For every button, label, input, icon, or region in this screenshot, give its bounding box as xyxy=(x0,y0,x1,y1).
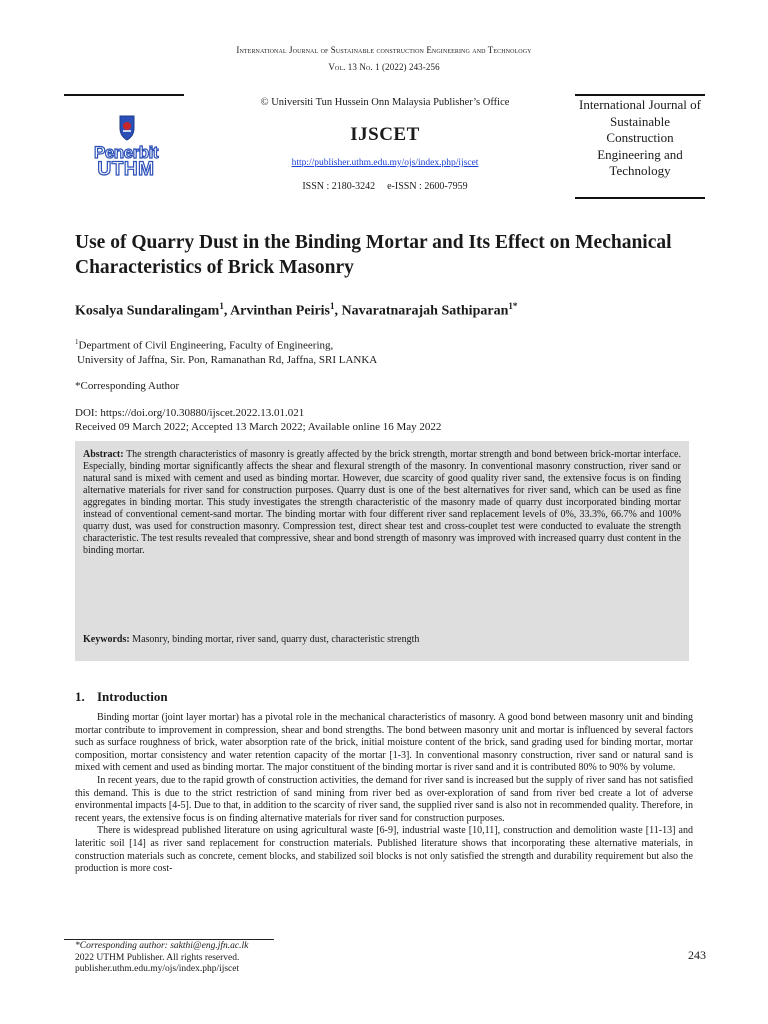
introduction-body xyxy=(75,712,693,876)
author-list: Kosalya Sundaralingam$^1$, Arvinthan Peiris$^1$, Navaratnarajah Sathiparan$^{1*}$ xyxy=(75,301,518,319)
journal-full-title: International Journal of Sustainable Construction Engineering and Technology xyxy=(578,97,701,179)
header-rule-left xyxy=(64,94,184,96)
footnotes xyxy=(75,941,248,976)
page-number: 243 xyxy=(688,948,706,962)
abstract xyxy=(83,449,681,557)
author-sup: 1* xyxy=(508,301,518,311)
footnote-corr-label: *Corresponding author: xyxy=(75,941,168,951)
doi-block xyxy=(75,406,695,434)
journal-url-link[interactable]: http://publisher.uthm.edu.my/ojs/index.php/ijscet xyxy=(291,158,479,168)
paragraph: In recent years, due to the rapid growth of construction activities, the demand for river sand is increased but the supply of river sand has not satisfied this demand. This is due to the strict restriction of sand mining from river bed as over-exploration of sand from river bed create a lot of adverse environmental impacts [4-5]. Due to that, in addition to the scarcity of river sand, the supplied river sand is also not in recommended quality. Therefore, in recent years, the extensive focus is on finding alternative materials for river sand for construction purposes. xyxy=(75,774,693,824)
author-sup: 1 xyxy=(219,301,224,311)
issn-line xyxy=(220,181,550,192)
journal-name xyxy=(0,45,768,55)
corresponding-author-note: *Corresponding Author xyxy=(75,380,180,392)
section-title: Introduction xyxy=(97,689,168,704)
article-title: Use of Quarry Dust in the Binding Mortar and Its Effect on Mechanical Characteristics of Brick Masonry xyxy=(75,232,672,278)
author-sup: 1 xyxy=(330,301,335,311)
footnote-corr xyxy=(75,941,248,953)
affiliation-line1 xyxy=(75,335,695,353)
affiliation-text2: University of Jaffna, Sir. Pon, Ramanathan Rd, Jaffna, SRI LANKA xyxy=(77,353,378,366)
logo-text-line1: Penerbit xyxy=(93,143,159,162)
keywords-text: Masonry, binding mortar, river sand, quarry dust, characteristic strength xyxy=(132,634,420,645)
footnote-site[interactable]: publisher.uthm.edu.my/ojs/index.php/ijscet xyxy=(75,964,240,974)
header-rule-right-bottom xyxy=(575,197,705,199)
volume-line xyxy=(0,62,768,72)
received-dates: Received 09 March 2022; Accepted 13 March 2022; Available online 16 May 2022 xyxy=(75,421,442,433)
section-number: 1. xyxy=(75,689,85,704)
abstract-label: Abstract: xyxy=(83,449,124,460)
abstract-text: The strength characteristics of masonry is greatly affected by the brick strength, mortar strength and bond between brick-mortar interface. Especially, binding mortar significantly affects the shear and flexural strength of the masonry. In conventional masonry construction, river sand or natural sand is mixed with cement and used as binding mortar. However, due scarcity of good quality river sand, the extensive focus is on finding alternative materials for river sand for construction purposes. Quarry dust is one of the best alternatives for river sand, which can be used as fine aggregates in binding mortar. This study investigates the strength characteristic of the masonry made of quarry dust incorporated binding mortar instead of conventional cement-sand mortar. The binding mortar with four different river sand replacement levels of 0%, 33.3%, 66.7% and 100% quarry dust, was used for construction masonry. Compression test, direct shear test and cross-couplet test were conducted to evaluate the strength characteristic. The test results revealed that compressive, shear and bond strength of masonry was improved with increased quarry dust content in the binding mortar. xyxy=(83,449,681,557)
footnote-rule xyxy=(64,939,274,940)
keywords xyxy=(83,634,681,645)
volume-text: Vol. 13 No. 1 (2022) 243-256 xyxy=(328,62,440,72)
paragraph: Binding mortar (joint layer mortar) has a pivotal role in the mechanical characteristics of masonry. A good bond between masonry unit and binding mortar contribute to improvement in compression, shear and bond strengths. The bond between masonry unit and mortar is influenced by several factors such as surface roughness of brick, water absorption rate of the brick, initial moisture content of the brick, sand grading used for binding mortar, mortar composition, mortar consistency and water retention capacity of the mortar [1-3]. In conventional masonry construction, river sand or natural sand is mixed with cement and used as binding mortar. The major constituent of the binding mortar is river sand and it is contributed 80% to 90% by volume. xyxy=(75,712,693,774)
author-name: Navaratnarajah Sathiparan xyxy=(341,303,509,319)
affiliation xyxy=(75,335,695,367)
doi: DOI: https://doi.org/10.30880/ijscet.2022.13.01.021 xyxy=(75,407,305,419)
affiliation-line2 xyxy=(75,353,695,367)
issn: ISSN : 2180-3242 xyxy=(302,181,376,192)
publisher-logo xyxy=(80,112,172,184)
keywords-label: Keywords: xyxy=(83,634,130,645)
author-name: Kosalya Sundaralingam xyxy=(75,303,220,319)
header-rule-right-top xyxy=(575,94,705,96)
affiliation-sup: 1 xyxy=(75,338,79,346)
author-name: Arvinthan Peiris xyxy=(230,303,331,319)
journal-short-name: IJSCET xyxy=(350,124,420,145)
footnote-email[interactable]: sakthi@eng.jfn.ac.lk xyxy=(170,941,249,951)
affiliation-text1: Department of Civil Engineering, Faculty of Engineering, xyxy=(78,339,334,352)
logo-text-line2: UTHM xyxy=(97,159,155,180)
publisher-office: © Universiti Tun Hussein Onn Malaysia Publisher’s Office xyxy=(260,97,510,108)
section-heading xyxy=(75,689,168,705)
journal-name-text: International Journal of Sustainable construction Engineering and Technology xyxy=(236,45,532,55)
paragraph: There is widespread published literature on using agricultural waste [6-9], industrial waste [10,11], construction and demolition waste [11-13] and lateritic soil [14] as river sand replacement for construction materials. Published literature shows that incorporating these alternative materials, in construction materials such as concrete, cement blocks, and stabilized soil blocks is not only satisfied the strength and durability requirement but also the production is more cost- xyxy=(75,825,693,875)
footnote-copyright: 2022 UTHM Publisher. All rights reserved. xyxy=(75,952,240,963)
eissn: e-ISSN : 2600-7959 xyxy=(387,181,468,192)
